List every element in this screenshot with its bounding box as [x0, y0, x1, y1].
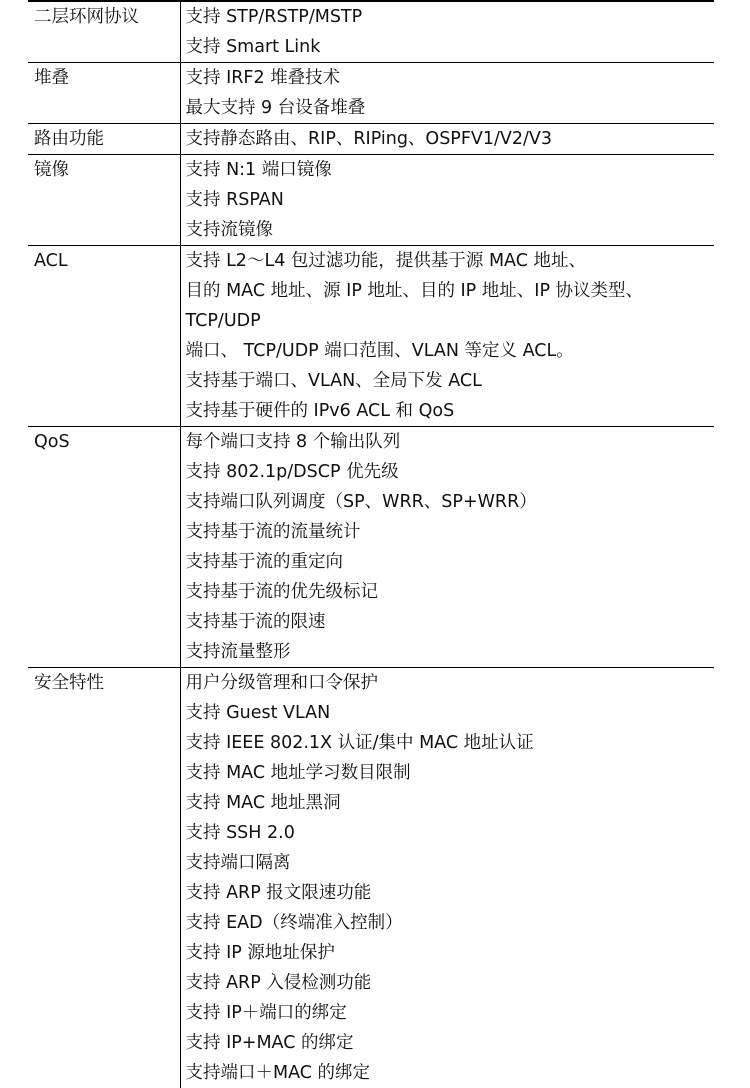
feature-line: 支持 IEEE 802.1X 认证/集中 MAC 地址认证 [186, 728, 715, 758]
category-label: 路由功能 [34, 124, 180, 154]
spec-table-body [28, 1, 714, 1088]
feature-line: 端口、 TCP/UDP 端口范围、VLAN 等定义 ACL。 [186, 336, 715, 366]
feature-line: TCP/UDP [186, 306, 715, 336]
spec-row [28, 124, 714, 155]
feature-line: 支持 IP+MAC 的绑定 [186, 1028, 715, 1058]
spec-row [28, 1, 714, 63]
feature-line: 最大支持 9 台设备堆叠 [186, 93, 715, 123]
feature-line: 目的 MAC 地址、源 IP 地址、目的 IP 地址、IP 协议类型、 [186, 276, 715, 306]
category-cell [28, 668, 180, 1088]
category-label: QoS [34, 427, 180, 457]
feature-line: 支持 Guest VLAN [186, 698, 715, 728]
feature-line: 支持 IRF2 堆叠技术 [186, 63, 715, 93]
feature-line: 支持流镜像 [186, 215, 715, 245]
category-cell [28, 427, 180, 668]
feature-line: 支持端口隔离 [186, 848, 715, 878]
feature-line: 每个端口支持 8 个输出队列 [186, 427, 715, 457]
category-label: 二层环网协议 [34, 2, 180, 32]
category-cell [28, 63, 180, 124]
category-cell [28, 155, 180, 246]
feature-cell [180, 63, 714, 124]
feature-line: 支持端口队列调度（SP、WRR、SP+WRR） [186, 487, 715, 517]
feature-line: 支持 L2～L4 包过滤功能，提供基于源 MAC 地址、 [186, 246, 715, 276]
category-cell [28, 124, 180, 155]
feature-line: 支持基于硬件的 IPv6 ACL 和 QoS [186, 396, 715, 426]
category-cell [28, 246, 180, 427]
feature-cell [180, 246, 714, 427]
feature-line: 支持 ARP 入侵检测功能 [186, 968, 715, 998]
feature-line: 支持 Smart Link [186, 32, 715, 62]
spec-table [28, 0, 714, 1088]
feature-line: 支持 802.1p/DSCP 优先级 [186, 457, 715, 487]
feature-line: 支持静态路由、RIP、RIPing、OSPFV1/V2/V3 [186, 124, 715, 154]
category-label: 镜像 [34, 155, 180, 185]
feature-cell [180, 668, 714, 1088]
feature-cell [180, 1, 714, 63]
feature-line: 支持 MAC 地址学习数目限制 [186, 758, 715, 788]
feature-line: 支持 EAD（终端准入控制） [186, 908, 715, 938]
feature-line: 支持 IP＋端口的绑定 [186, 998, 715, 1028]
feature-line: 支持 SSH 2.0 [186, 818, 715, 848]
feature-line: 支持基于流的限速 [186, 607, 715, 637]
feature-line: 支持 STP/RSTP/MSTP [186, 2, 715, 32]
feature-line: 支持 RSPAN [186, 185, 715, 215]
category-label: 堆叠 [34, 63, 180, 93]
feature-cell [180, 427, 714, 668]
category-label: ACL [34, 246, 180, 276]
spec-row [28, 246, 714, 427]
feature-line: 用户分级管理和口令保护 [186, 668, 715, 698]
feature-line: 支持端口＋MAC 的绑定 [186, 1058, 715, 1088]
spec-row [28, 427, 714, 668]
spec-row [28, 63, 714, 124]
feature-line: 支持基于流的优先级标记 [186, 577, 715, 607]
spec-row [28, 668, 714, 1088]
feature-line: 支持 MAC 地址黑洞 [186, 788, 715, 818]
feature-line: 支持基于端口、VLAN、全局下发 ACL [186, 366, 715, 396]
feature-cell [180, 124, 714, 155]
feature-line: 支持基于流的流量统计 [186, 517, 715, 547]
category-cell [28, 1, 180, 63]
spec-row [28, 155, 714, 246]
feature-line: 支持基于流的重定向 [186, 547, 715, 577]
category-label: 安全特性 [34, 668, 180, 698]
feature-line: 支持 IP 源地址保护 [186, 938, 715, 968]
feature-line: 支持 ARP 报文限速功能 [186, 878, 715, 908]
feature-line: 支持 N:1 端口镜像 [186, 155, 715, 185]
feature-cell [180, 155, 714, 246]
feature-line: 支持流量整形 [186, 637, 715, 667]
